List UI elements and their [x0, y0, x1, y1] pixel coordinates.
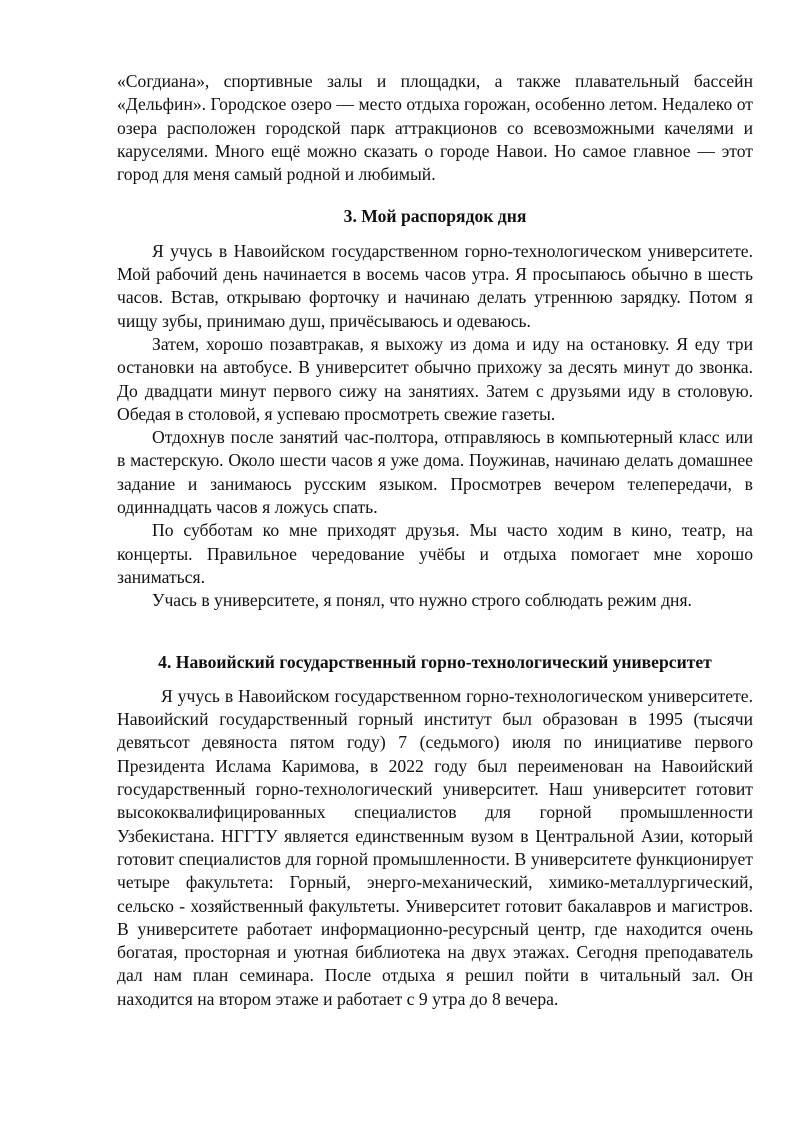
section-3-paragraph-4: По субботам ко мне приходят друзья. Мы часто ходим в кино, театр, на концерты. Правильное чередование учёбы и отдыха помогает мне хорошо заниматься. [117, 520, 753, 587]
section-3-paragraph-5: Учась в университете, я понял, что нужно строго соблюдать режим дня. [152, 590, 692, 611]
section-3-paragraph-3: Отдохнув после занятий час-полтора, отправляюсь в компьютерный класс или в мастерскую. Около шести часов я уже дома. Поужинав, начинаю делать домашнее задание и занимаюсь русским языком. Просмотрев вечером телепередачи, в одиннадцать часов я ложусь спать. [117, 427, 753, 518]
intro-paragraph: «Согдиана», спортивные залы и площадки, а также плавательный бассейн «Дельфин». Городское озеро — место отдыха горожан, особенно летом. Недалеко от озера расположен городской парк аттракционов со всевозможными качелями и каруселями. Много ещё можно сказать о городе Навои. Но самое главное — этот город для меня самый родной и любимый. [117, 71, 753, 185]
section-4-paragraph: Я учусь в Навоийском государственном горно-технологическом университете. Навоийский государственный горный институт был образован в 1995 (тысячи девятьсот девяноста пятом году) 7 (седьмого) июля по инициативе первого Президента Ислама Каримова, в 2022 году был переименован на Навоийский государственный горно-технологический университет. Наш университет готовит высококвалифицированных специалистов для горной промышленности Узбекистана. НГГТУ является единственным вузом в Центральной Азии, который готовит специалистов для горной промышленности. В университете функционирует четыре факультета: Горный, энерго-механический, химико-металлургический, сельско - хозяйственный факультеты. Университет готовит бакалавров и магистров. В университете работает информационно-ресурсный центр, где находится очень богатая, просторная и уютная библиотека на двух этажах. Сегодня преподаватель дал нам план семинара. После отдыха я решил пойти в читальный зал. Он находится на втором этаже и работает с 9 утра до 8 вечера. [117, 685, 753, 1009]
document-page [117, 70, 753, 1011]
section-3-title: 3. Мой распорядок дня [343, 206, 527, 227]
section-4-title: 4. Навоийский государственный горно-технологический университет [158, 651, 712, 672]
section-3-paragraph-1: Я учусь в Навоийском государственном горно-технологическом университете. Мой рабочий день начинается в восемь часов утра. Я просыпаюсь обычно в шесть часов. Встав, открываю форточку и начинаю делать утреннюю зарядку. Потом я чищу зубы, принимаю душ, причёсываюсь и одеваюсь. [117, 240, 753, 331]
section-3-paragraph-2: Затем, хорошо позавтракав, я выхожу из дома и иду на остановку. Я еду три остановки на автобусе. В университет обычно прихожу за десять минут до звонка. До двадцати минут первого сижу на занятиях. Затем с друзьями иду в столовую. Обедая в столовой, я успеваю просмотреть свежие газеты. [117, 333, 753, 424]
